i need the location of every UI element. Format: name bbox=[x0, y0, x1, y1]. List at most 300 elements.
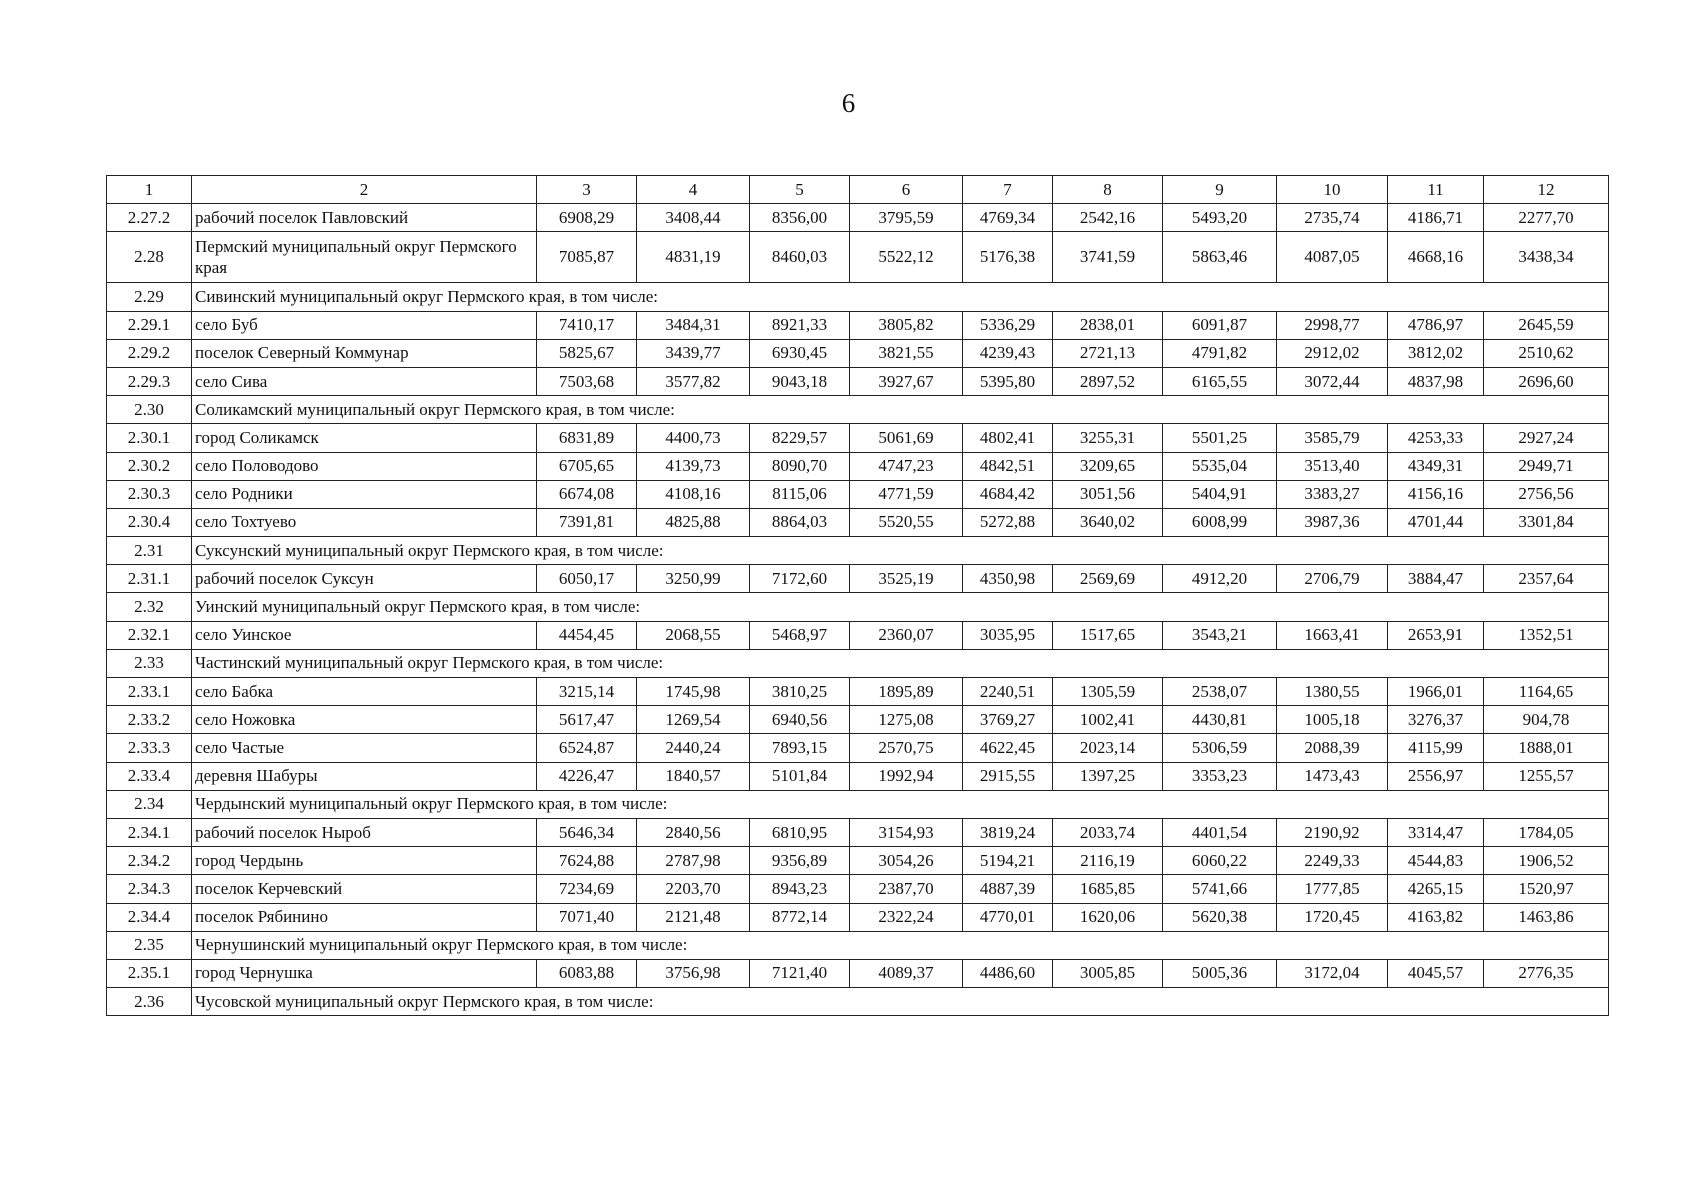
value-cell: 3301,84 bbox=[1484, 508, 1609, 536]
value-cell: 2121,48 bbox=[637, 903, 750, 931]
table-row bbox=[107, 706, 1609, 734]
value-cell: 7085,87 bbox=[537, 232, 637, 283]
value-cell: 7503,68 bbox=[537, 367, 637, 395]
value-cell: 7624,88 bbox=[537, 847, 637, 875]
value-cell: 6050,17 bbox=[537, 565, 637, 593]
header-cell: 6 bbox=[850, 176, 963, 204]
value-cell: 1840,57 bbox=[637, 762, 750, 790]
value-cell: 2756,56 bbox=[1484, 480, 1609, 508]
value-cell: 2542,16 bbox=[1053, 204, 1163, 232]
value-cell: 2897,52 bbox=[1053, 367, 1163, 395]
row-code-cell: 2.30.2 bbox=[107, 452, 192, 480]
row-code-cell: 2.33 bbox=[107, 649, 192, 677]
value-cell: 5176,38 bbox=[963, 232, 1053, 283]
value-cell: 5646,34 bbox=[537, 818, 637, 846]
value-cell: 4265,15 bbox=[1388, 875, 1484, 903]
value-cell: 3795,59 bbox=[850, 204, 963, 232]
value-cell: 4349,31 bbox=[1388, 452, 1484, 480]
group-name-cell: Чусовской муниципальный округ Пермского края, в том числе: bbox=[192, 988, 1609, 1016]
value-cell: 1745,98 bbox=[637, 678, 750, 706]
row-code-cell: 2.35 bbox=[107, 931, 192, 959]
value-cell: 4163,82 bbox=[1388, 903, 1484, 931]
value-cell: 5272,88 bbox=[963, 508, 1053, 536]
table-row bbox=[107, 565, 1609, 593]
value-cell: 8864,03 bbox=[750, 508, 850, 536]
settlement-name-cell: поселок Северный Коммунар bbox=[192, 339, 537, 367]
value-cell: 4668,16 bbox=[1388, 232, 1484, 283]
value-cell: 6091,87 bbox=[1163, 311, 1277, 339]
value-cell: 3439,77 bbox=[637, 339, 750, 367]
table-row bbox=[107, 480, 1609, 508]
value-cell: 1966,01 bbox=[1388, 678, 1484, 706]
value-cell: 9356,89 bbox=[750, 847, 850, 875]
value-cell: 4139,73 bbox=[637, 452, 750, 480]
value-cell: 4486,60 bbox=[963, 959, 1053, 987]
table-row bbox=[107, 508, 1609, 536]
table-row bbox=[107, 424, 1609, 452]
value-cell: 4842,51 bbox=[963, 452, 1053, 480]
value-cell: 3513,40 bbox=[1277, 452, 1388, 480]
table-row bbox=[107, 204, 1609, 232]
value-cell: 3072,44 bbox=[1277, 367, 1388, 395]
value-cell: 4769,34 bbox=[963, 204, 1053, 232]
value-cell: 4837,98 bbox=[1388, 367, 1484, 395]
settlement-name-cell: село Сива bbox=[192, 367, 537, 395]
value-cell: 8229,57 bbox=[750, 424, 850, 452]
value-cell: 8460,03 bbox=[750, 232, 850, 283]
value-cell: 1164,65 bbox=[1484, 678, 1609, 706]
group-row bbox=[107, 790, 1609, 818]
value-cell: 2023,14 bbox=[1053, 734, 1163, 762]
table-row bbox=[107, 339, 1609, 367]
value-cell: 2088,39 bbox=[1277, 734, 1388, 762]
value-cell: 4825,88 bbox=[637, 508, 750, 536]
value-cell: 6008,99 bbox=[1163, 508, 1277, 536]
value-cell: 5005,36 bbox=[1163, 959, 1277, 987]
group-name-cell: Чернушинский муниципальный округ Пермского края, в том числе: bbox=[192, 931, 1609, 959]
group-row bbox=[107, 649, 1609, 677]
value-cell: 8921,33 bbox=[750, 311, 850, 339]
value-cell: 4350,98 bbox=[963, 565, 1053, 593]
table-row bbox=[107, 762, 1609, 790]
row-code-cell: 2.34.1 bbox=[107, 818, 192, 846]
settlement-name-cell: поселок Керчевский bbox=[192, 875, 537, 903]
value-cell: 5468,97 bbox=[750, 621, 850, 649]
value-cell: 1620,06 bbox=[1053, 903, 1163, 931]
value-cell: 5493,20 bbox=[1163, 204, 1277, 232]
group-row bbox=[107, 537, 1609, 565]
value-cell: 2912,02 bbox=[1277, 339, 1388, 367]
value-cell: 4831,19 bbox=[637, 232, 750, 283]
value-cell: 4087,05 bbox=[1277, 232, 1388, 283]
row-code-cell: 2.31.1 bbox=[107, 565, 192, 593]
value-cell: 1002,41 bbox=[1053, 706, 1163, 734]
value-cell: 3525,19 bbox=[850, 565, 963, 593]
value-cell: 2538,07 bbox=[1163, 678, 1277, 706]
value-cell: 1992,94 bbox=[850, 762, 963, 790]
header-cell: 1 bbox=[107, 176, 192, 204]
value-cell: 8090,70 bbox=[750, 452, 850, 480]
value-cell: 6083,88 bbox=[537, 959, 637, 987]
value-cell: 4400,73 bbox=[637, 424, 750, 452]
row-code-cell: 2.29.3 bbox=[107, 367, 192, 395]
settlement-name-cell: Пермский муниципальный округ Пермского края bbox=[192, 232, 537, 283]
value-cell: 904,78 bbox=[1484, 706, 1609, 734]
table-row bbox=[107, 875, 1609, 903]
value-cell: 1895,89 bbox=[850, 678, 963, 706]
header-cell: 3 bbox=[537, 176, 637, 204]
value-cell: 1275,08 bbox=[850, 706, 963, 734]
value-cell: 6940,56 bbox=[750, 706, 850, 734]
value-cell: 6705,65 bbox=[537, 452, 637, 480]
header-cell: 4 bbox=[637, 176, 750, 204]
group-name-cell: Соликамский муниципальный округ Пермского края, в том числе: bbox=[192, 396, 1609, 424]
value-cell: 8772,14 bbox=[750, 903, 850, 931]
group-row bbox=[107, 988, 1609, 1016]
settlement-name-cell: рабочий поселок Павловский bbox=[192, 204, 537, 232]
value-cell: 1380,55 bbox=[1277, 678, 1388, 706]
value-cell: 2240,51 bbox=[963, 678, 1053, 706]
table-row bbox=[107, 847, 1609, 875]
value-cell: 2838,01 bbox=[1053, 311, 1163, 339]
table-row bbox=[107, 232, 1609, 283]
value-cell: 4684,42 bbox=[963, 480, 1053, 508]
value-cell: 2570,75 bbox=[850, 734, 963, 762]
value-cell: 2277,70 bbox=[1484, 204, 1609, 232]
row-code-cell: 2.29.1 bbox=[107, 311, 192, 339]
value-cell: 6810,95 bbox=[750, 818, 850, 846]
row-code-cell: 2.33.4 bbox=[107, 762, 192, 790]
settlement-name-cell: село Частые bbox=[192, 734, 537, 762]
value-cell: 5404,91 bbox=[1163, 480, 1277, 508]
value-cell: 4887,39 bbox=[963, 875, 1053, 903]
value-cell: 7172,60 bbox=[750, 565, 850, 593]
value-cell: 7234,69 bbox=[537, 875, 637, 903]
group-name-cell: Уинский муниципальный округ Пермского края, в том числе: bbox=[192, 593, 1609, 621]
value-cell: 4239,43 bbox=[963, 339, 1053, 367]
value-cell: 1520,97 bbox=[1484, 875, 1609, 903]
table-row bbox=[107, 311, 1609, 339]
settlement-name-cell: село Бабка bbox=[192, 678, 537, 706]
value-cell: 2322,24 bbox=[850, 903, 963, 931]
settlement-name-cell: село Половодово bbox=[192, 452, 537, 480]
row-code-cell: 2.33.3 bbox=[107, 734, 192, 762]
settlement-name-cell: рабочий поселок Ныроб bbox=[192, 818, 537, 846]
value-cell: 3741,59 bbox=[1053, 232, 1163, 283]
value-cell: 3276,37 bbox=[1388, 706, 1484, 734]
value-cell: 5194,21 bbox=[963, 847, 1053, 875]
value-cell: 3484,31 bbox=[637, 311, 750, 339]
value-cell: 2556,97 bbox=[1388, 762, 1484, 790]
value-cell: 1784,05 bbox=[1484, 818, 1609, 846]
value-cell: 4108,16 bbox=[637, 480, 750, 508]
value-cell: 3769,27 bbox=[963, 706, 1053, 734]
value-cell: 4226,47 bbox=[537, 762, 637, 790]
value-cell: 3035,95 bbox=[963, 621, 1053, 649]
value-cell: 1305,59 bbox=[1053, 678, 1163, 706]
settlement-name-cell: село Буб bbox=[192, 311, 537, 339]
value-cell: 6674,08 bbox=[537, 480, 637, 508]
settlement-name-cell: рабочий поселок Суксун bbox=[192, 565, 537, 593]
value-cell: 3353,23 bbox=[1163, 762, 1277, 790]
value-cell: 2116,19 bbox=[1053, 847, 1163, 875]
tariff-table bbox=[106, 175, 1609, 1016]
value-cell: 3756,98 bbox=[637, 959, 750, 987]
header-cell: 10 bbox=[1277, 176, 1388, 204]
value-cell: 1473,43 bbox=[1277, 762, 1388, 790]
value-cell: 7121,40 bbox=[750, 959, 850, 987]
value-cell: 2360,07 bbox=[850, 621, 963, 649]
row-code-cell: 2.32.1 bbox=[107, 621, 192, 649]
row-code-cell: 2.31 bbox=[107, 537, 192, 565]
value-cell: 1777,85 bbox=[1277, 875, 1388, 903]
settlement-name-cell: поселок Рябинино bbox=[192, 903, 537, 931]
header-cell: 9 bbox=[1163, 176, 1277, 204]
value-cell: 4912,20 bbox=[1163, 565, 1277, 593]
value-cell: 4791,82 bbox=[1163, 339, 1277, 367]
group-row bbox=[107, 283, 1609, 311]
value-cell: 1255,57 bbox=[1484, 762, 1609, 790]
group-row bbox=[107, 931, 1609, 959]
value-cell: 4089,37 bbox=[850, 959, 963, 987]
value-cell: 5501,25 bbox=[1163, 424, 1277, 452]
value-cell: 1663,41 bbox=[1277, 621, 1388, 649]
value-cell: 6908,29 bbox=[537, 204, 637, 232]
header-cell: 7 bbox=[963, 176, 1053, 204]
value-cell: 2949,71 bbox=[1484, 452, 1609, 480]
header-cell: 2 bbox=[192, 176, 537, 204]
value-cell: 3250,99 bbox=[637, 565, 750, 593]
value-cell: 3172,04 bbox=[1277, 959, 1388, 987]
row-code-cell: 2.34 bbox=[107, 790, 192, 818]
value-cell: 3438,34 bbox=[1484, 232, 1609, 283]
value-cell: 4253,33 bbox=[1388, 424, 1484, 452]
group-name-cell: Чердынский муниципальный округ Пермского края, в том числе: bbox=[192, 790, 1609, 818]
value-cell: 4045,57 bbox=[1388, 959, 1484, 987]
table-row bbox=[107, 367, 1609, 395]
value-cell: 2998,77 bbox=[1277, 311, 1388, 339]
value-cell: 3215,14 bbox=[537, 678, 637, 706]
value-cell: 2190,92 bbox=[1277, 818, 1388, 846]
settlement-name-cell: деревня Шабуры bbox=[192, 762, 537, 790]
value-cell: 3884,47 bbox=[1388, 565, 1484, 593]
value-cell: 4770,01 bbox=[963, 903, 1053, 931]
value-cell: 1685,85 bbox=[1053, 875, 1163, 903]
value-cell: 7391,81 bbox=[537, 508, 637, 536]
value-cell: 1720,45 bbox=[1277, 903, 1388, 931]
row-code-cell: 2.27.2 bbox=[107, 204, 192, 232]
value-cell: 8115,06 bbox=[750, 480, 850, 508]
row-code-cell: 2.32 bbox=[107, 593, 192, 621]
group-row bbox=[107, 593, 1609, 621]
value-cell: 2787,98 bbox=[637, 847, 750, 875]
value-cell: 5535,04 bbox=[1163, 452, 1277, 480]
value-cell: 2068,55 bbox=[637, 621, 750, 649]
value-cell: 5741,66 bbox=[1163, 875, 1277, 903]
value-cell: 1005,18 bbox=[1277, 706, 1388, 734]
value-cell: 3640,02 bbox=[1053, 508, 1163, 536]
value-cell: 4802,41 bbox=[963, 424, 1053, 452]
value-cell: 5395,80 bbox=[963, 367, 1053, 395]
value-cell: 3577,82 bbox=[637, 367, 750, 395]
row-code-cell: 2.29.2 bbox=[107, 339, 192, 367]
value-cell: 5061,69 bbox=[850, 424, 963, 452]
value-cell: 3255,31 bbox=[1053, 424, 1163, 452]
row-code-cell: 2.36 bbox=[107, 988, 192, 1016]
header-cell: 5 bbox=[750, 176, 850, 204]
value-cell: 2706,79 bbox=[1277, 565, 1388, 593]
value-cell: 4747,23 bbox=[850, 452, 963, 480]
value-cell: 1906,52 bbox=[1484, 847, 1609, 875]
value-cell: 6165,55 bbox=[1163, 367, 1277, 395]
page-number: 6 bbox=[841, 88, 856, 118]
group-row bbox=[107, 396, 1609, 424]
table-body bbox=[107, 204, 1609, 1016]
settlement-name-cell: село Уинское bbox=[192, 621, 537, 649]
value-cell: 2387,70 bbox=[850, 875, 963, 903]
value-cell: 2440,24 bbox=[637, 734, 750, 762]
value-cell: 5306,59 bbox=[1163, 734, 1277, 762]
row-code-cell: 2.30.1 bbox=[107, 424, 192, 452]
value-cell: 4401,54 bbox=[1163, 818, 1277, 846]
header-cell: 12 bbox=[1484, 176, 1609, 204]
value-cell: 2357,64 bbox=[1484, 565, 1609, 593]
value-cell: 4544,83 bbox=[1388, 847, 1484, 875]
value-cell: 4786,97 bbox=[1388, 311, 1484, 339]
value-cell: 2927,24 bbox=[1484, 424, 1609, 452]
value-cell: 2840,56 bbox=[637, 818, 750, 846]
table-row bbox=[107, 452, 1609, 480]
value-cell: 2915,55 bbox=[963, 762, 1053, 790]
value-cell: 2696,60 bbox=[1484, 367, 1609, 395]
row-code-cell: 2.28 bbox=[107, 232, 192, 283]
value-cell: 3819,24 bbox=[963, 818, 1053, 846]
value-cell: 3543,21 bbox=[1163, 621, 1277, 649]
value-cell: 3054,26 bbox=[850, 847, 963, 875]
value-cell: 3209,65 bbox=[1053, 452, 1163, 480]
settlement-name-cell: село Тохтуево bbox=[192, 508, 537, 536]
value-cell: 3383,27 bbox=[1277, 480, 1388, 508]
settlement-name-cell: село Ножовка bbox=[192, 706, 537, 734]
value-cell: 2653,91 bbox=[1388, 621, 1484, 649]
value-cell: 1517,65 bbox=[1053, 621, 1163, 649]
value-cell: 3314,47 bbox=[1388, 818, 1484, 846]
header-cell: 11 bbox=[1388, 176, 1484, 204]
table-header-row bbox=[107, 176, 1609, 204]
group-name-cell: Сивинский муниципальный округ Пермского края, в том числе: bbox=[192, 283, 1609, 311]
value-cell: 3154,93 bbox=[850, 818, 963, 846]
value-cell: 3810,25 bbox=[750, 678, 850, 706]
value-cell: 5520,55 bbox=[850, 508, 963, 536]
value-cell: 2645,59 bbox=[1484, 311, 1609, 339]
value-cell: 6930,45 bbox=[750, 339, 850, 367]
row-code-cell: 2.35.1 bbox=[107, 959, 192, 987]
value-cell: 7410,17 bbox=[537, 311, 637, 339]
value-cell: 9043,18 bbox=[750, 367, 850, 395]
table-row bbox=[107, 621, 1609, 649]
value-cell: 1352,51 bbox=[1484, 621, 1609, 649]
settlement-name-cell: село Родники bbox=[192, 480, 537, 508]
row-code-cell: 2.34.3 bbox=[107, 875, 192, 903]
row-code-cell: 2.30.3 bbox=[107, 480, 192, 508]
table-row bbox=[107, 959, 1609, 987]
value-cell: 3821,55 bbox=[850, 339, 963, 367]
value-cell: 2249,33 bbox=[1277, 847, 1388, 875]
row-code-cell: 2.34.2 bbox=[107, 847, 192, 875]
value-cell: 3408,44 bbox=[637, 204, 750, 232]
value-cell: 1397,25 bbox=[1053, 762, 1163, 790]
value-cell: 4622,45 bbox=[963, 734, 1053, 762]
row-code-cell: 2.29 bbox=[107, 283, 192, 311]
value-cell: 5620,38 bbox=[1163, 903, 1277, 931]
value-cell: 4771,59 bbox=[850, 480, 963, 508]
row-code-cell: 2.33.2 bbox=[107, 706, 192, 734]
value-cell: 2569,69 bbox=[1053, 565, 1163, 593]
value-cell: 5336,29 bbox=[963, 311, 1053, 339]
table-row bbox=[107, 734, 1609, 762]
table-row bbox=[107, 818, 1609, 846]
value-cell: 3812,02 bbox=[1388, 339, 1484, 367]
value-cell: 2033,74 bbox=[1053, 818, 1163, 846]
value-cell: 5617,47 bbox=[537, 706, 637, 734]
value-cell: 2735,74 bbox=[1277, 204, 1388, 232]
row-code-cell: 2.34.4 bbox=[107, 903, 192, 931]
header-cell: 8 bbox=[1053, 176, 1163, 204]
row-code-cell: 2.30 bbox=[107, 396, 192, 424]
value-cell: 3585,79 bbox=[1277, 424, 1388, 452]
value-cell: 7071,40 bbox=[537, 903, 637, 931]
settlement-name-cell: город Чернушка bbox=[192, 959, 537, 987]
value-cell: 5863,46 bbox=[1163, 232, 1277, 283]
row-code-cell: 2.30.4 bbox=[107, 508, 192, 536]
value-cell: 4156,16 bbox=[1388, 480, 1484, 508]
value-cell: 6524,87 bbox=[537, 734, 637, 762]
group-name-cell: Суксунский муниципальный округ Пермского края, в том числе: bbox=[192, 537, 1609, 565]
value-cell: 2721,13 bbox=[1053, 339, 1163, 367]
value-cell: 3051,56 bbox=[1053, 480, 1163, 508]
value-cell: 3005,85 bbox=[1053, 959, 1163, 987]
value-cell: 3805,82 bbox=[850, 311, 963, 339]
value-cell: 2203,70 bbox=[637, 875, 750, 903]
value-cell: 4430,81 bbox=[1163, 706, 1277, 734]
value-cell: 4115,99 bbox=[1388, 734, 1484, 762]
value-cell: 2776,35 bbox=[1484, 959, 1609, 987]
value-cell: 1269,54 bbox=[637, 706, 750, 734]
value-cell: 7893,15 bbox=[750, 734, 850, 762]
value-cell: 6060,22 bbox=[1163, 847, 1277, 875]
value-cell: 1463,86 bbox=[1484, 903, 1609, 931]
settlement-name-cell: город Соликамск bbox=[192, 424, 537, 452]
group-name-cell: Частинский муниципальный округ Пермского края, в том числе: bbox=[192, 649, 1609, 677]
value-cell: 4186,71 bbox=[1388, 204, 1484, 232]
row-code-cell: 2.33.1 bbox=[107, 678, 192, 706]
value-cell: 4701,44 bbox=[1388, 508, 1484, 536]
value-cell: 3987,36 bbox=[1277, 508, 1388, 536]
value-cell: 5101,84 bbox=[750, 762, 850, 790]
value-cell: 3927,67 bbox=[850, 367, 963, 395]
value-cell: 8356,00 bbox=[750, 204, 850, 232]
table-row bbox=[107, 903, 1609, 931]
value-cell: 5825,67 bbox=[537, 339, 637, 367]
value-cell: 4454,45 bbox=[537, 621, 637, 649]
table-row bbox=[107, 678, 1609, 706]
value-cell: 2510,62 bbox=[1484, 339, 1609, 367]
value-cell: 8943,23 bbox=[750, 875, 850, 903]
value-cell: 6831,89 bbox=[537, 424, 637, 452]
settlement-name-cell: город Чердынь bbox=[192, 847, 537, 875]
value-cell: 5522,12 bbox=[850, 232, 963, 283]
value-cell: 1888,01 bbox=[1484, 734, 1609, 762]
